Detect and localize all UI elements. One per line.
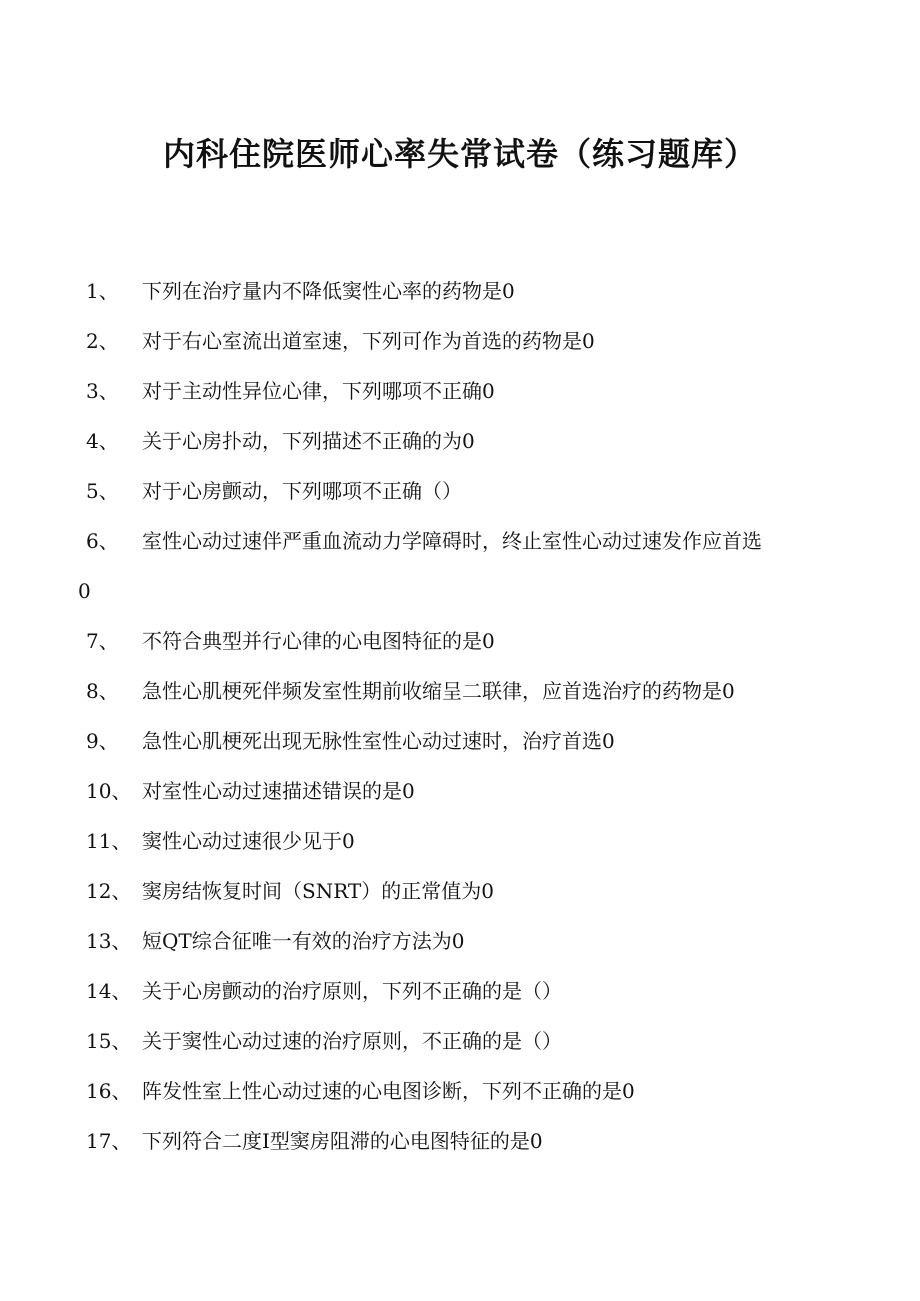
question-number: 4、 <box>86 429 119 453</box>
question-text: 急性心肌梗死伴频发室性期前收缩呈二联律，应首选治疗的药物是0 <box>142 679 735 703</box>
question-number: 1、 <box>86 279 119 303</box>
question-number: 8、 <box>86 679 119 703</box>
question-item <box>86 1016 826 1066</box>
question-number: 6、 <box>86 529 119 553</box>
question-item <box>86 816 826 866</box>
question-number: 3、 <box>86 379 119 403</box>
question-number: 17、 <box>86 1129 132 1153</box>
question-item <box>86 1116 826 1166</box>
question-number: 12、 <box>86 879 132 903</box>
question-text: 对于右心室流出道室速，下列可作为首选的药物是0 <box>142 329 595 353</box>
question-item <box>86 466 826 516</box>
page-title: 内科住院医师心率失常试卷（练习题库） <box>162 135 757 173</box>
question-text: 窦房结恢复时间（SNRT）的正常值为0 <box>142 879 494 903</box>
question-text: 窦性心动过速很少见于0 <box>142 829 355 853</box>
question-text: 关于心房扑动，下列描述不正确的为0 <box>142 429 475 453</box>
question-number: 9、 <box>86 729 119 753</box>
question-text: 对于主动性异位心律，下列哪项不正确0 <box>142 379 495 403</box>
question-number: 5、 <box>86 479 119 503</box>
question-item <box>86 666 826 716</box>
question-text: 急性心肌梗死出现无脉性室性心动过速时，治疗首选0 <box>142 729 615 753</box>
question-number: 2、 <box>86 329 119 353</box>
question-text: 对室性心动过速描述错误的是0 <box>142 779 415 803</box>
question-item <box>86 416 826 466</box>
question-text: 下列符合二度Ⅰ型窦房阻滞的心电图特征的是0 <box>142 1129 543 1153</box>
question-number: 10、 <box>86 779 132 803</box>
question-list <box>78 266 826 1166</box>
question-item <box>86 1066 826 1116</box>
question-text: 关于窦性心动过速的治疗原则，不正确的是（） <box>142 1029 562 1053</box>
question-number: 14、 <box>86 979 132 1003</box>
question-text: 阵发性室上性心动过速的心电图诊断，下列不正确的是0 <box>142 1079 635 1103</box>
question-item <box>78 516 826 616</box>
question-number: 15、 <box>86 1029 132 1053</box>
question-item <box>86 316 826 366</box>
question-item <box>86 366 826 416</box>
question-number: 13、 <box>86 929 132 953</box>
question-text: 不符合典型并行心律的心电图特征的是0 <box>142 629 495 653</box>
question-number: 16、 <box>86 1079 132 1103</box>
question-item <box>86 966 826 1016</box>
question-text: 关于心房颤动的治疗原则，下列不正确的是（） <box>142 979 562 1003</box>
question-text-continuation: 0 <box>78 579 91 603</box>
question-text: 短QT综合征唯一有效的治疗方法为0 <box>142 929 465 953</box>
question-text: 下列在治疗量内不降低窦性心率的药物是0 <box>142 279 515 303</box>
question-item <box>86 716 826 766</box>
question-text: 室性心动过速伴严重血流动力学障碍时，终止室性心动过速发作应首选 <box>142 529 762 553</box>
question-item <box>86 266 826 316</box>
question-number: 7、 <box>86 629 119 653</box>
question-item <box>86 866 826 916</box>
question-item <box>86 766 826 816</box>
question-item <box>86 616 826 666</box>
question-text: 对于心房颤动，下列哪项不正确（） <box>142 479 462 503</box>
question-text-wrapper <box>78 516 826 616</box>
question-item <box>86 916 826 966</box>
question-number: 11、 <box>86 829 132 853</box>
